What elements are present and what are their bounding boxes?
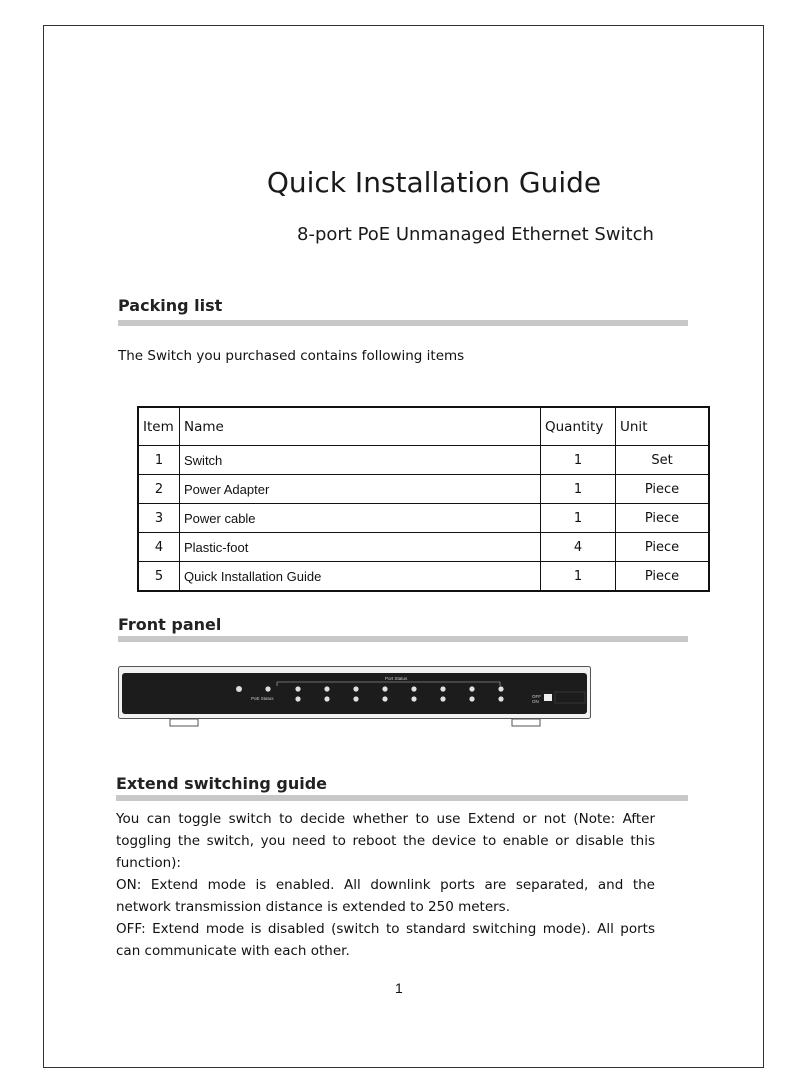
poe-status-led xyxy=(411,696,416,701)
col-item-header: Item xyxy=(138,407,180,446)
left-foot xyxy=(170,719,198,726)
port-status-led xyxy=(440,686,445,691)
port-status-led xyxy=(498,686,503,691)
row-unit: Piece xyxy=(616,504,710,533)
packing-list-rule xyxy=(118,320,688,326)
port-status-led xyxy=(411,686,416,691)
row-quantity: 1 xyxy=(541,446,616,475)
poe-status-label: PoE Status xyxy=(251,696,274,701)
col-quantity-header: Quantity xyxy=(541,407,616,446)
power-led xyxy=(236,686,242,692)
row-unit: Piece xyxy=(616,475,710,504)
front-panel-heading: Front panel xyxy=(118,615,222,634)
table-row xyxy=(138,504,709,533)
port-status-label: Port Status xyxy=(385,676,408,681)
port-status-led xyxy=(469,686,474,691)
port-status-led xyxy=(353,686,358,691)
poe-status-led xyxy=(324,696,329,701)
port-status-led xyxy=(382,686,387,691)
row-unit: Piece xyxy=(616,562,710,592)
row-name: Quick Installation Guide xyxy=(180,562,541,592)
extend-guide-paragraph: ON: Extend mode is enabled. All downlink ports are separated, and the network transmission distance is extended to 250 meters. xyxy=(116,877,655,915)
row-name: Power cable xyxy=(180,504,541,533)
switch-faceplate xyxy=(122,673,587,714)
row-item: 5 xyxy=(138,562,180,592)
row-item: 4 xyxy=(138,533,180,562)
row-item: 3 xyxy=(138,504,180,533)
row-name: Plastic-foot xyxy=(180,533,541,562)
front-panel-illustration xyxy=(118,666,591,728)
row-name: Power Adapter xyxy=(180,475,541,504)
extend-guide-body xyxy=(116,808,655,962)
col-unit-header: Unit xyxy=(616,407,710,446)
front-panel-rule xyxy=(118,636,688,642)
poe-status-led xyxy=(295,696,300,701)
port-status-led xyxy=(295,686,300,691)
table-row xyxy=(138,475,709,504)
extend-guide-paragraph: OFF: Extend mode is disabled (switch to standard switching mode). All ports can communicate with each other. xyxy=(116,921,655,959)
page-number: 1 xyxy=(395,980,403,996)
row-quantity: 4 xyxy=(541,533,616,562)
packing-list-intro: The Switch you purchased contains following items xyxy=(118,348,465,364)
row-quantity: 1 xyxy=(541,475,616,504)
row-unit: Piece xyxy=(616,533,710,562)
document-subtitle: 8-port PoE Unmanaged Ethernet Switch xyxy=(297,224,654,245)
row-unit: Set xyxy=(616,446,710,475)
extend-guide-paragraph: You can toggle switch to decide whether to use Extend or not (Note: After toggling the switch, you need to reboot the device to enable or disable this function): xyxy=(116,811,655,871)
packing-table-header xyxy=(138,407,709,446)
row-item: 1 xyxy=(138,446,180,475)
poe-status-led xyxy=(382,696,387,701)
right-foot xyxy=(512,719,540,726)
row-name: Switch xyxy=(180,446,541,475)
extend-guide-heading: Extend switching guide xyxy=(116,774,328,793)
table-row xyxy=(138,533,709,562)
table-row xyxy=(138,446,709,475)
extend-toggle-switch xyxy=(544,694,552,701)
port-status-led xyxy=(265,686,270,691)
document-title: Quick Installation Guide xyxy=(266,166,602,199)
row-quantity: 1 xyxy=(541,504,616,533)
poe-status-led xyxy=(469,696,474,701)
extend-guide-rule xyxy=(116,795,688,801)
poe-status-led xyxy=(353,696,358,701)
row-item: 2 xyxy=(138,475,180,504)
poe-status-led xyxy=(440,696,445,701)
switch-off-label: OFF xyxy=(532,694,541,699)
packing-list-heading: Packing list xyxy=(118,296,223,315)
switch-on-label: ON xyxy=(532,699,539,704)
poe-status-led xyxy=(498,696,503,701)
table-row xyxy=(138,562,709,592)
row-quantity: 1 xyxy=(541,562,616,592)
port-status-led xyxy=(324,686,329,691)
col-name-header: Name xyxy=(180,407,541,446)
packing-table xyxy=(137,406,710,592)
